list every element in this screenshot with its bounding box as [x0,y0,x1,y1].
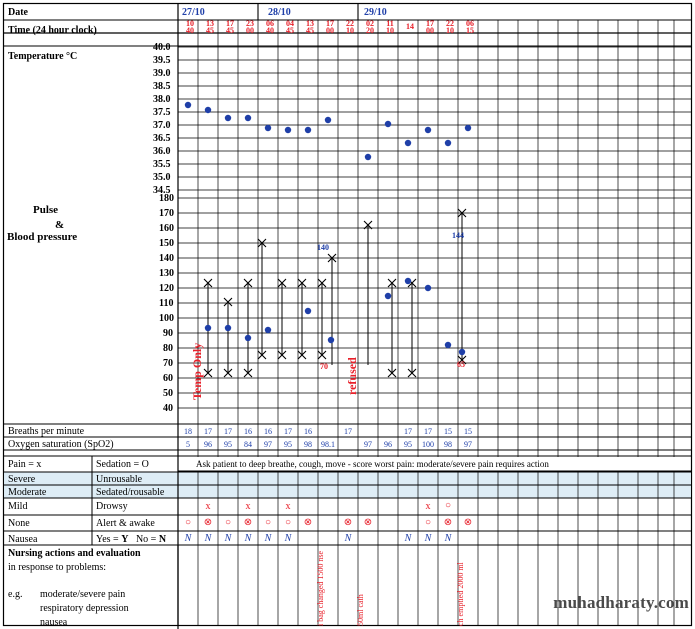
mild-mark-0: x [205,501,211,512]
time-value-8: 22 10 [346,19,354,35]
nursing-example-label: e.g. [8,589,23,600]
spo2-value-5: 95 [284,440,292,449]
nausea-value-9: N [404,533,412,544]
none-mark-13: ⊗ [463,517,473,528]
sedation-key-label: Sedation = O [96,459,149,470]
none-mark-9: ⊗ [363,517,373,528]
sedation-level-drowsy: Drowsy [96,501,128,512]
nursing-note-1: 50ml cath [356,594,365,626]
pulse-axis-label-1: Pulse [33,204,59,216]
time-value-4: 06 40 [266,19,274,35]
pulse-tick-8: 100 [159,313,174,324]
mild-mark-12: ○ [444,500,452,511]
nausea-value-11: N [444,533,452,544]
nausea-value-0: N [184,533,192,544]
none-mark-3: ⊗ [243,517,253,528]
mild-mark-4: x [285,501,291,512]
time-value-9: 02 20 [366,19,374,35]
date-value-0: 27/10 [182,7,205,18]
annotation-65: 65 [457,360,465,369]
time-value-7: 17 00 [326,19,334,35]
nausea-value-4: N [264,533,272,544]
spo2-value-4: 97 [264,440,272,449]
none-mark-4: ○ [264,517,272,528]
temp-tick-11: 34.5 [153,185,171,196]
breaths-value-4: 16 [264,427,272,436]
annotation-temp-only: Temp Only [190,342,204,400]
breaths-value-8: 17 [344,427,352,436]
temperature-series [185,102,471,160]
nursing-note-0: i bag changed 1500 nse [316,550,325,626]
breaths-value-1: 17 [204,427,212,436]
breaths-value-5: 17 [284,427,292,436]
spo2-value-6: 98 [304,440,312,449]
nausea-key: Yes = Y No = N [96,534,167,545]
time-value-11: 14 [406,22,414,31]
none-mark-1: ⊗ [203,517,213,528]
sedation-level-alert: Alert & awake [96,518,155,529]
pain-level-none: None [8,518,30,529]
breaths-value-13: 15 [464,427,472,436]
time-value-6: 13 45 [306,19,314,35]
breaths-value-10: 17 [404,427,412,436]
nausea-value-2: N [224,533,232,544]
spo2-value-10: 96 [384,440,392,449]
mild-mark-2: x [245,501,251,512]
spo2-value-2: 95 [224,440,232,449]
nausea-value-5: N [284,533,292,544]
time-label: Time (24 hour clock) [8,25,97,36]
nursing-title: Nursing actions and evaluation [8,548,141,559]
spo2-value-3: 84 [244,440,252,449]
none-mark-2: ○ [224,517,232,528]
pulse-series [205,278,465,355]
time-value-0: 10 40 [186,19,194,35]
spo2-value-13: 98 [444,440,452,449]
pulse-tick-14: 40 [163,403,173,414]
breaths-value-12: 15 [444,427,452,436]
temp-tick-5: 37.5 [153,107,171,118]
none-mark-8: ⊗ [343,517,353,528]
breaths-value-3: 16 [244,427,252,436]
spo2-value-12: 100 [422,440,434,449]
breaths-value-6: 16 [304,427,312,436]
pulse-tick-13: 50 [163,388,173,399]
pulse-tick-2: 160 [159,223,174,234]
pulse-tick-3: 150 [159,238,174,249]
time-value-2: 17 45 [226,19,234,35]
temp-tick-10: 35.0 [153,172,171,183]
time-value-14: 06 15 [466,19,474,35]
pulse-axis-label-3: Blood pressure [7,231,78,243]
watermark: muhadharaty.com [553,593,689,612]
time-value-10: 11 10 [386,19,394,35]
none-mark-6: ⊗ [303,517,313,528]
spo2-label: Oxygen saturation (SpO2) [8,439,114,450]
pain-key-label: Pain = x [8,459,42,470]
annotation-refused: refused [345,357,359,395]
temp-tick-7: 36.5 [153,133,171,144]
pain-level-mild: Mild [8,501,28,512]
spo2-value-9: 97 [364,440,372,449]
pulse-axis-label-2: & [55,219,65,231]
pain-level-moderate: Moderate [8,487,47,498]
sedation-level-unrousable: Unrousable [96,474,143,485]
pulse-tick-0: 180 [159,193,174,204]
temp-tick-9: 35.5 [153,159,171,170]
nursing-example-0: moderate/severe pain [40,589,126,600]
temp-tick-8: 36.0 [153,146,171,157]
spo2-value-0: 5 [186,440,190,449]
breaths-value-2: 17 [224,427,232,436]
nursing-note-2: ch emptied 2000 ml [456,562,465,626]
nausea-label: Nausea [8,534,38,545]
pulse-tick-10: 80 [163,343,173,354]
spo2-value-11: 95 [404,440,412,449]
time-value-1: 13 45 [206,19,214,35]
breaths-value-0: 18 [184,427,192,436]
nausea-value-10: N [424,533,432,544]
nursing-example-2: nausea [40,617,68,628]
none-mark-11: ○ [424,517,432,528]
spo2-value-1: 96 [204,440,212,449]
temp-tick-6: 37.0 [153,120,171,131]
time-value-5: 04 45 [286,19,294,35]
temp-tick-3: 38.5 [153,81,171,92]
nursing-subtitle: in response to problems: [8,562,107,573]
mild-mark-11: x [425,501,431,512]
temp-tick-4: 38.0 [153,94,171,105]
assessment-instruction: Ask patient to deep breathe, cough, move - score worst pain: moderate/severe pain requires action [196,459,549,469]
nausea-value-7: N [344,533,352,544]
sedation-level-sedated: Sedated/rousable [96,487,165,498]
temp-tick-2: 39.0 [153,68,171,79]
spo2-value-14: 97 [464,440,472,449]
time-value-13: 22 10 [446,19,454,35]
pulse-tick-1: 170 [159,208,174,219]
spo2-value-7: 98.1 [321,440,335,449]
none-mark-5: ○ [284,517,292,528]
pulse-tick-7: 110 [159,298,174,309]
time-value-12: 17 00 [426,19,434,35]
none-mark-0: ○ [184,517,192,528]
blood-pressure-series [208,213,462,373]
pulse-tick-6: 120 [159,283,174,294]
pulse-tick-4: 140 [159,253,174,264]
temp-tick-0: 40.0 [153,42,171,53]
nausea-value-1: N [204,533,212,544]
temp-tick-1: 39.5 [153,55,171,66]
bp-x-marks [204,209,466,377]
date-label: Date [8,7,28,18]
temperature-label: Temperature °C [8,51,78,62]
annotation-144: 144 [452,231,464,240]
nausea-value-3: N [244,533,252,544]
annotation-140: 140 [317,243,329,252]
none-mark-12: ⊗ [443,517,453,528]
breaths-value-11: 17 [424,427,432,436]
time-value-3: 23 00 [246,19,254,35]
pulse-tick-11: 70 [163,358,173,369]
pulse-tick-5: 130 [159,268,174,279]
pulse-tick-12: 60 [163,373,173,384]
date-value-2: 29/10 [364,7,387,18]
nursing-example-1: respiratory depression [40,603,129,614]
pulse-tick-9: 90 [163,328,173,339]
date-value-1: 28/10 [268,7,291,18]
annotation-70: 70 [320,362,328,371]
breaths-label: Breaths per minute [8,426,85,437]
pain-level-severe: Severe [8,474,36,485]
